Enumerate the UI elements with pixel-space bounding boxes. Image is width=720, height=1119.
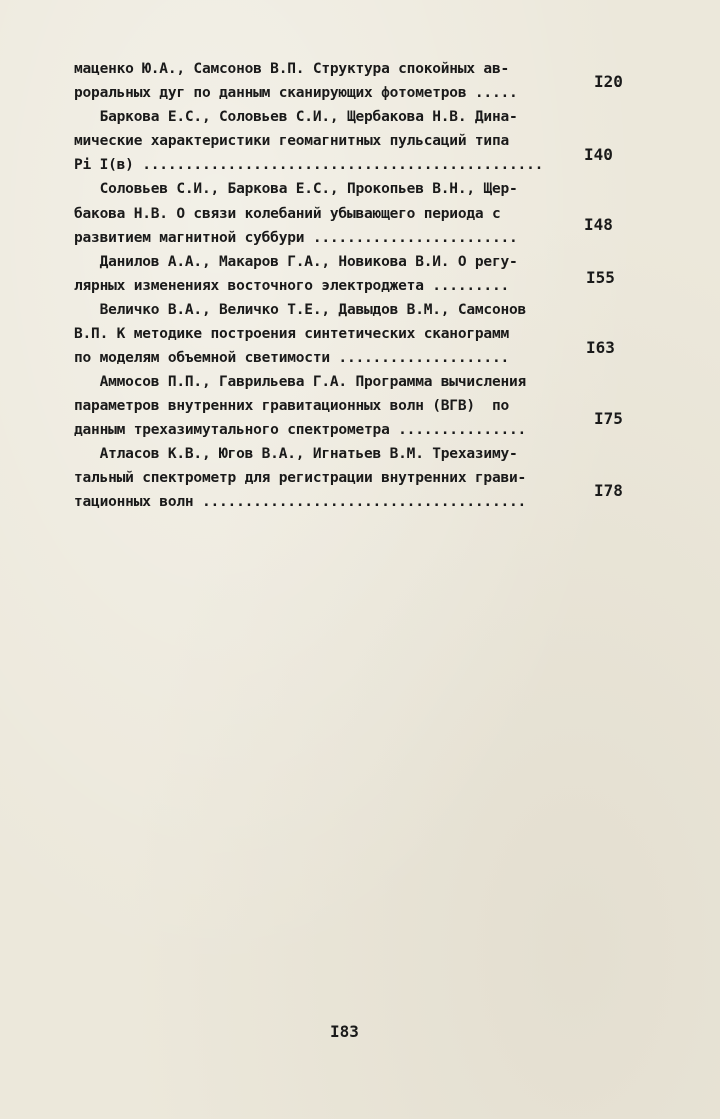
toc-entry-line: бакова Н.В. О связи колебаний убывающего периода с xyxy=(74,206,501,222)
toc-entry-line: мические характеристики геомагнитных пульсаций типа xyxy=(74,133,510,149)
toc-page-number: I75 xyxy=(594,409,623,428)
toc-entry-line: маценко Ю.А., Самсонов В.П. Структура спокойных ав- xyxy=(74,61,510,77)
toc-page-number: I20 xyxy=(594,72,623,91)
toc-entry-line: развитием магнитной суббури ........................ xyxy=(74,230,518,246)
toc-entry-line: Pi I(в) ............................................... xyxy=(74,157,544,173)
toc-entry-line: Аммосов П.П., Гаврильева Г.А. Программа вычисления xyxy=(74,374,527,390)
toc-entry-line: тальный спектрометр для регистрации внутренних грави- xyxy=(74,470,527,486)
page-number: I83 xyxy=(330,1022,359,1041)
toc-page-number: I78 xyxy=(594,481,623,500)
toc-page-number: I48 xyxy=(584,215,613,234)
toc-entry-line: параметров внутренних гравитационных волн (ВГВ) по xyxy=(74,398,510,414)
toc-entry-line: Данилов А.А., Макаров Г.А., Новикова В.И. О регу- xyxy=(74,254,518,270)
toc-entry-line: Атласов К.В., Югов В.А., Игнатьев В.М. Трехазиму- xyxy=(74,446,518,462)
toc-entry-line: лярных изменениях восточного электроджета ......... xyxy=(74,278,510,294)
toc-page-number: I40 xyxy=(584,145,613,164)
toc-entry-line: В.П. К методике построения синтетических сканограмм xyxy=(74,326,510,342)
toc-entry-line: тационных волн ...................................... xyxy=(74,494,527,510)
toc-entry-line: Величко В.А., Величко Т.Е., Давыдов В.М., Самсонов xyxy=(74,302,527,318)
toc-entry-line: данным трехазимутального спектрометра ............... xyxy=(74,422,527,438)
toc-page-number: I63 xyxy=(586,338,615,357)
toc-entry-line: роральных дуг по данным сканирующих фотометров ..... xyxy=(74,85,518,101)
toc-entry-line: по моделям объемной светимости .................... xyxy=(74,350,510,366)
toc-entry-line: Баркова Е.С., Соловьев С.И., Щербакова Н.В. Дина- xyxy=(74,109,518,125)
toc-page-number: I55 xyxy=(586,268,615,287)
toc-entry-line: Соловьев С.И., Баркова Е.С., Прокопьев В.Н., Щер- xyxy=(74,181,518,197)
